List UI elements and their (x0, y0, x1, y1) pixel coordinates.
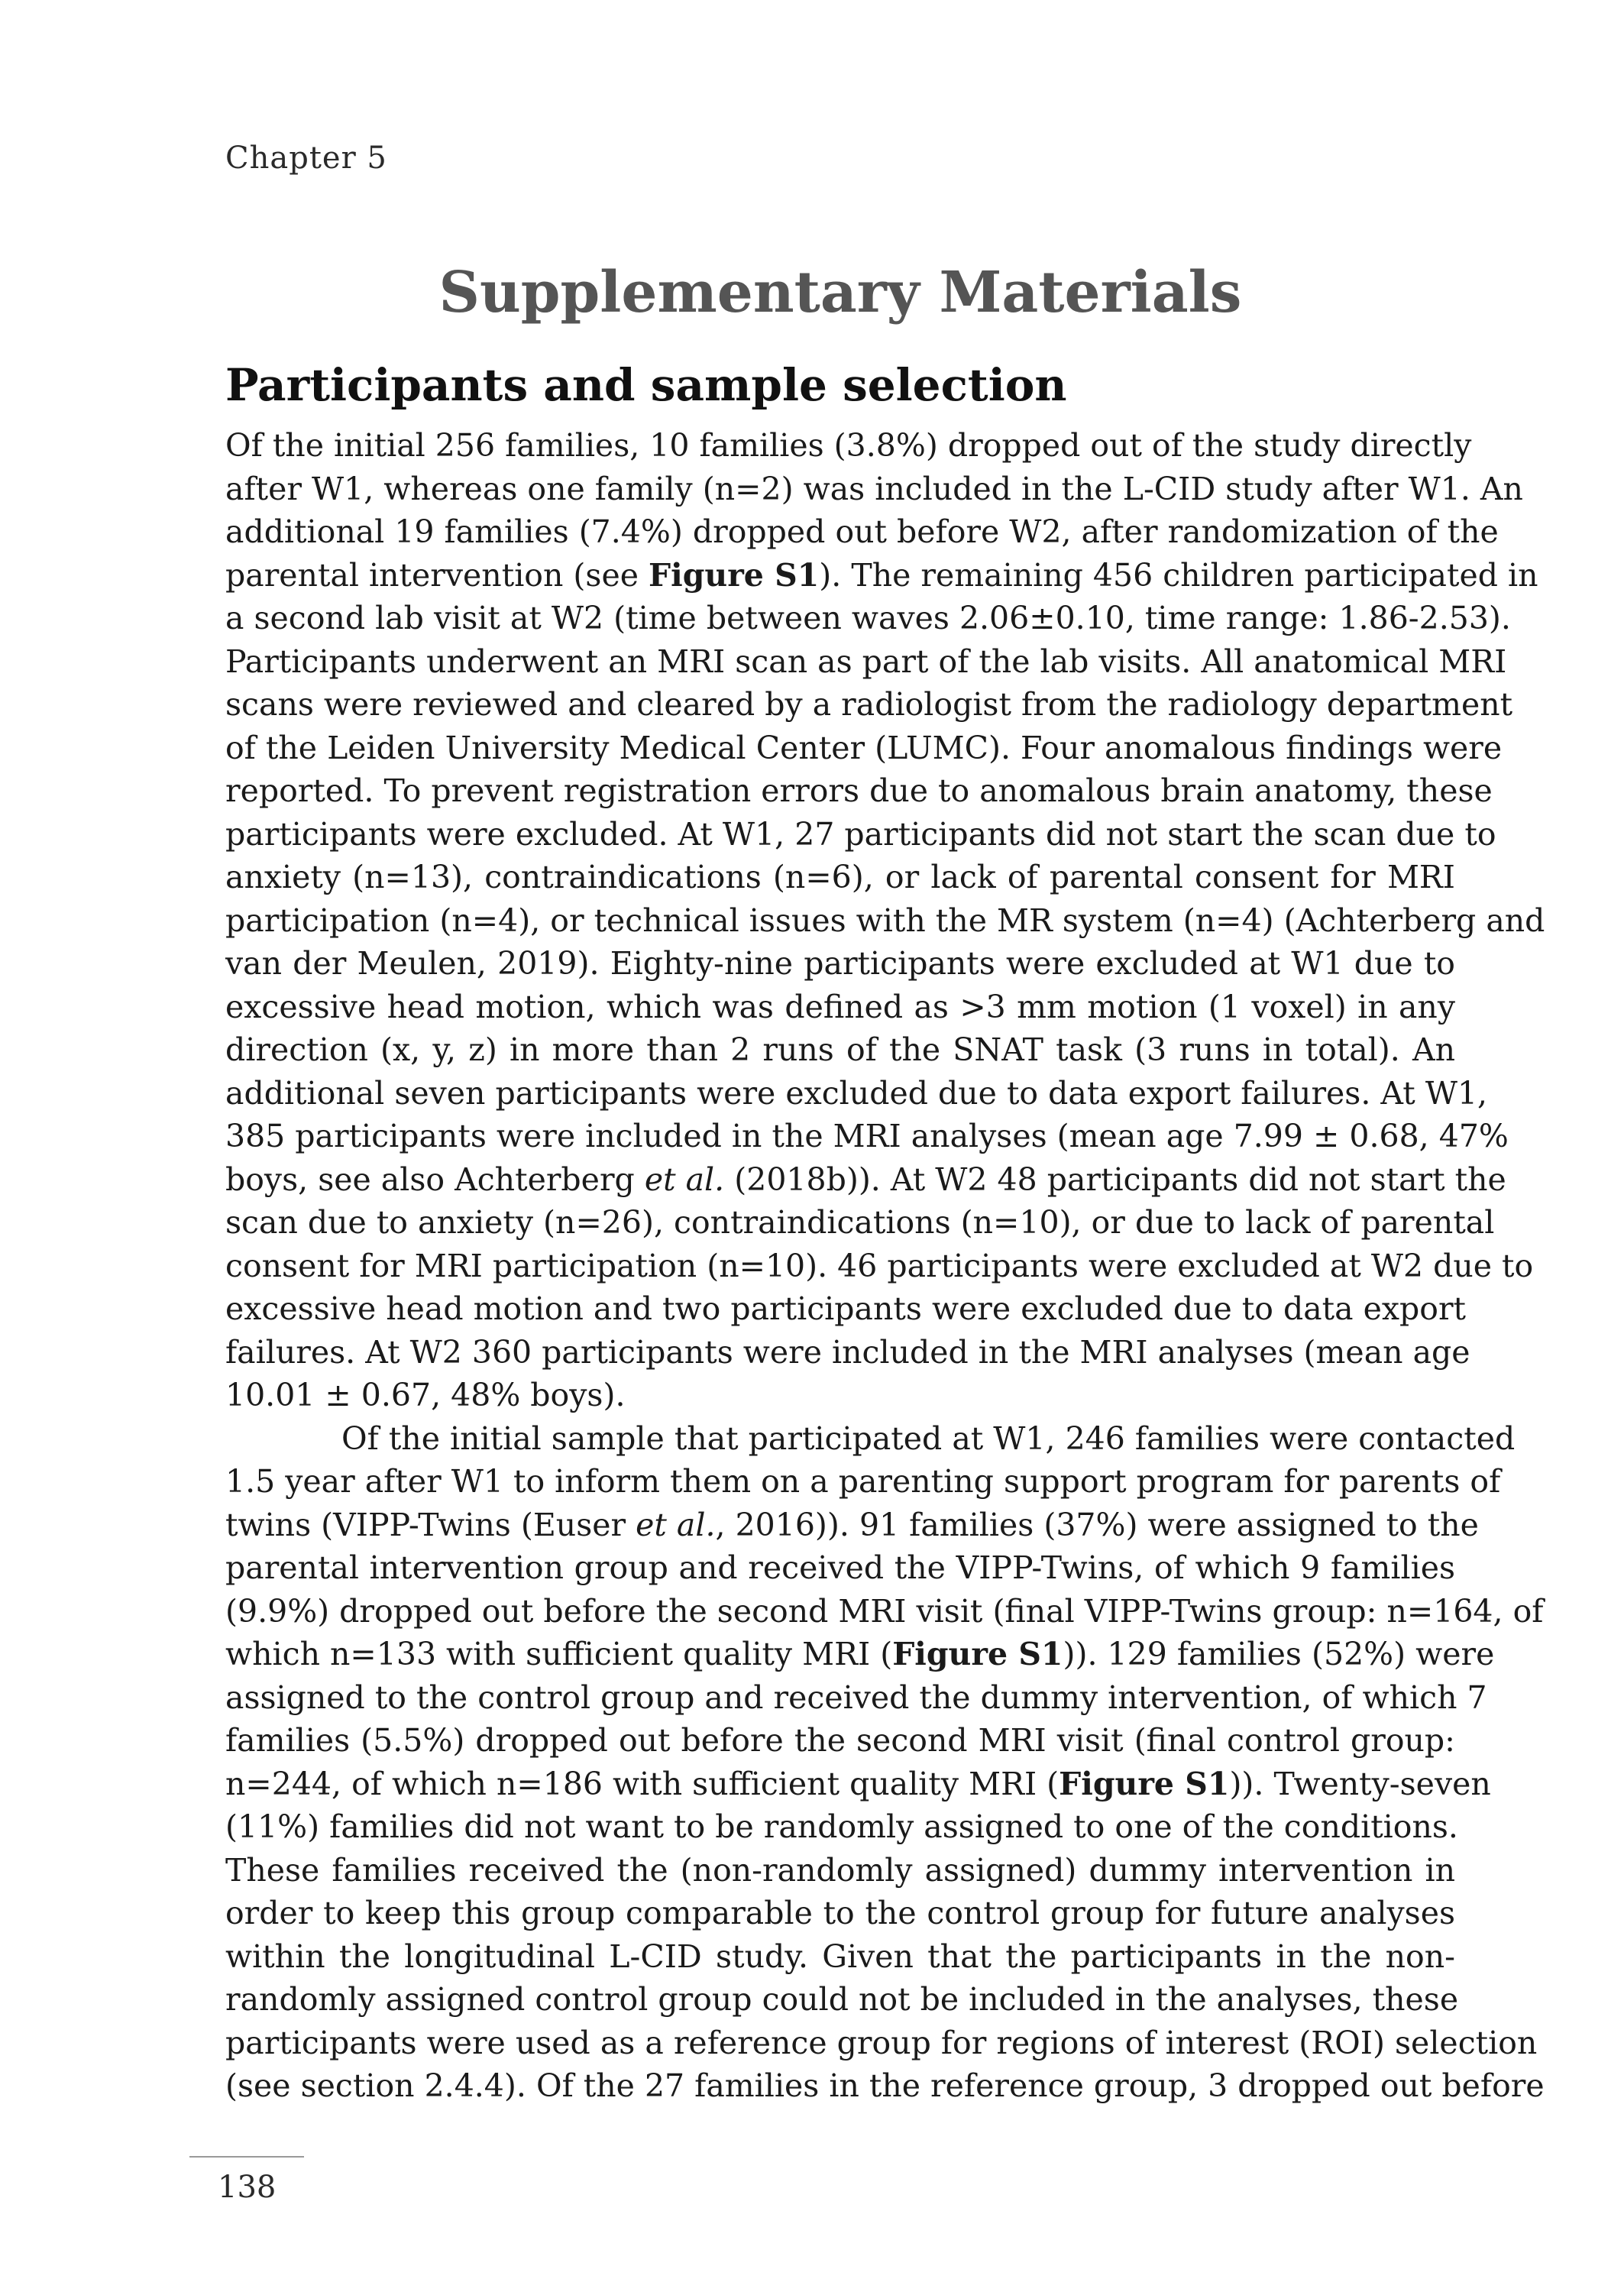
text-line: additional seven participants were excluded due to data export failures. At W1, (225, 1074, 1488, 1112)
text-line: parental intervention group and received the VIPP-Twins, of which 9 families (225, 1549, 1455, 1586)
text-line: reported. To prevent registration errors due to anomalous brain anatomy, these (225, 772, 1493, 809)
text-line: boys, see also Achterberg et al. (2018b)). At W2 48 participants did not start the (225, 1161, 1506, 1198)
text-line: (see section 2.4.4). Of the 27 families in the reference group, 3 dropped out before (225, 2067, 1545, 2104)
text-line: excessive head motion, which was defined as >3 mm motion (1 voxel) in any (225, 988, 1455, 1025)
text-line: scans were reviewed and cleared by a radiologist from the radiology department (225, 686, 1513, 723)
text-line: (11%) families did not want to be randomly assigned to one of the conditions. (225, 1808, 1458, 1845)
text-line: n=244, of which n=186 with sufficient quality MRI (Figure S1)). Twenty-seven (225, 1765, 1491, 1802)
text-line: 1.5 year after W1 to inform them on a parenting support program for parents of (225, 1463, 1501, 1500)
text-line: excessive head motion and two participants were excluded due to data export (225, 1290, 1467, 1327)
text-line: of the Leiden University Medical Center (LUMC). Four anomalous findings were (225, 729, 1503, 766)
text-line: 385 participants were included in the MRI analyses (mean age 7.99 ± 0.68, 47% (225, 1118, 1509, 1154)
section-heading: Participants and sample selection (225, 359, 1067, 411)
text-line: twins (VIPP-Twins (Euser et al., 2016)). 91 families (37%) were assigned to the (225, 1506, 1479, 1543)
text-line: parental intervention (see Figure S1). The remaining 456 children participated in (225, 556, 1538, 594)
page-number: 138 (218, 2170, 277, 2205)
text-line: scan due to anxiety (n=26), contraindications (n=10), or due to lack of parental (225, 1204, 1495, 1241)
text-line: a second lab visit at W2 (time between waves 2.06±0.10, time range: 1.86-2.53). (225, 600, 1511, 636)
text-line: within the longitudinal L-CID study. Given that the participants in the non- (225, 1938, 1455, 1975)
text-line: additional 19 families (7.4%) dropped out before W2, after randomization of the (225, 513, 1499, 550)
figure-reference: Figure S1 (1059, 1765, 1230, 1802)
text-line: consent for MRI participation (n=10). 46 participants were excluded at W2 due to (225, 1247, 1534, 1284)
text-line: which n=133 with sufficient quality MRI (Figure S1)). 129 families (52%) were (225, 1636, 1495, 1672)
text-line: van der Meulen, 2019). Eighty-nine participants were excluded at W1 due to (225, 945, 1455, 982)
text-line: anxiety (n=13), contraindications (n=6), or lack of parental consent for MRI (225, 859, 1455, 895)
text-line: direction (x, y, z) in more than 2 runs of the SNAT task (3 runs in total). An (225, 1031, 1455, 1068)
figure-reference: Figure S1 (649, 556, 820, 594)
text-line: Participants underwent an MRI scan as part of the lab visits. All anatomical MRI (225, 643, 1507, 680)
citation-italic: et al. (644, 1161, 725, 1198)
text-line: Of the initial 256 families, 10 families (3.8%) dropped out of the study directly (225, 427, 1472, 464)
text-line: participants were excluded. At W1, 27 participants did not start the scan due to (225, 815, 1496, 853)
body-text (225, 424, 1545, 2108)
text-line: participation (n=4), or technical issues with the MR system (n=4) (Achterberg and (225, 902, 1545, 939)
text-line: participants were used as a reference group for regions of interest (ROI) selection (225, 2024, 1538, 2061)
running-header-chapter: Chapter 5 (225, 141, 387, 176)
figure-reference: Figure S1 (892, 1636, 1063, 1672)
page-title: Supplementary Materials (438, 260, 1242, 325)
text-line: (9.9%) dropped out before the second MRI visit (final VIPP-Twins group: n=164, of (225, 1592, 1544, 1630)
text-line: after W1, whereas one family (n=2) was included in the L-CID study after W1. An (225, 470, 1523, 507)
text-line: randomly assigned control group could not be included in the analyses, these (225, 1981, 1459, 2018)
footer-divider (189, 2156, 304, 2158)
citation-italic: et al. (636, 1506, 716, 1543)
text-line: Of the initial sample that participated at W1, 246 families were contacted (341, 1420, 1516, 1457)
text-line: These families received the (non-randomly assigned) dummy intervention in (225, 1851, 1455, 1889)
text-line: order to keep this group comparable to the control group for future analyses (225, 1895, 1455, 1931)
text-line: failures. At W2 360 participants were included in the MRI analyses (mean age (225, 1333, 1470, 1371)
text-line: assigned to the control group and received the dummy intervention, of which 7 (225, 1679, 1487, 1716)
text-line: 10.01 ± 0.67, 48% boys). (225, 1377, 626, 1413)
text-line: families (5.5%) dropped out before the second MRI visit (final control group: (225, 1722, 1455, 1759)
